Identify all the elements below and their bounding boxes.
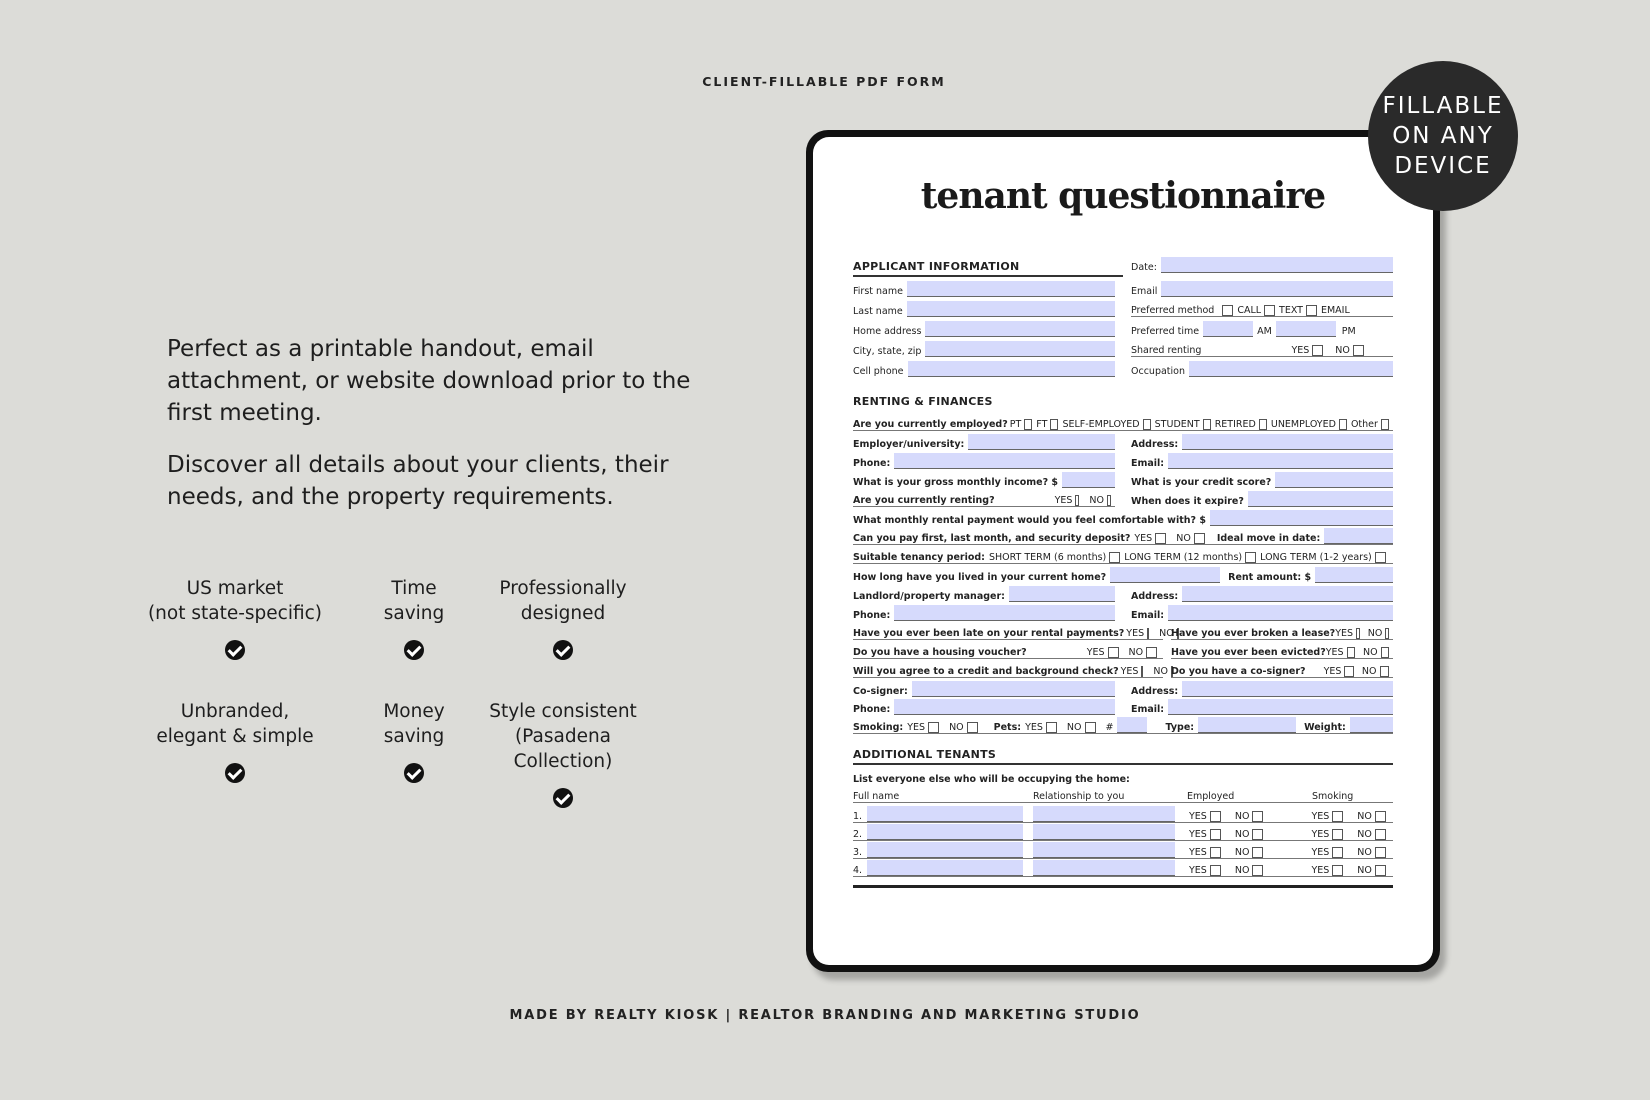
feature-time-saving: Time saving (319, 576, 509, 667)
employer-email-input[interactable] (1168, 453, 1393, 469)
tenant-relationship-input[interactable] (1033, 806, 1175, 822)
fillable-badge: FILLABLE ON ANY DEVICE (1368, 61, 1518, 211)
shared-row: Shared renting YES NO (1131, 339, 1393, 357)
tenant-employed-yes-checkbox[interactable] (1210, 847, 1221, 858)
income-input[interactable] (1062, 472, 1115, 488)
cosigner-no-checkbox[interactable] (1380, 666, 1390, 677)
occupation-row: Occupation (1131, 359, 1393, 377)
tenant-employed-yes-checkbox[interactable] (1210, 829, 1221, 840)
how-long-row: How long have you lived in your current home? Rent amount: $ (853, 565, 1393, 583)
cell-row: Cell phone (853, 359, 1115, 377)
shared-yes-checkbox[interactable] (1312, 345, 1323, 356)
employer-address-row: Address: (1131, 432, 1393, 450)
home-address-row: Home address (853, 319, 1115, 337)
tenant-employed-yes-checkbox[interactable] (1210, 811, 1221, 822)
tenant-relationship-input[interactable] (1033, 860, 1175, 876)
section-tenants: ADDITIONAL TENANTS (853, 748, 1393, 765)
tenants-header: Full name Relationship to you Employed Smoking (853, 785, 1393, 803)
monthly-input[interactable] (1210, 510, 1393, 526)
tenant-name-input[interactable] (867, 806, 1023, 822)
tenant-smoking-yes-checkbox[interactable] (1332, 811, 1343, 822)
tablet-screen (813, 137, 1433, 965)
bottom-label: MADE BY REALTY KIOSK | REALTOR BRANDING AND MARKETING STUDIO (509, 1008, 1141, 1023)
long12y-checkbox[interactable] (1375, 552, 1386, 563)
check-icon (225, 640, 245, 660)
how-long-input[interactable] (1110, 567, 1220, 583)
cosigner-phone-input[interactable] (894, 699, 1115, 715)
late-row: Have you ever been late on your rental payments? YES NO (853, 622, 1163, 640)
tenant-smoking-no-checkbox[interactable] (1375, 865, 1386, 876)
employer-input[interactable] (968, 434, 1115, 450)
am-input[interactable] (1203, 321, 1253, 337)
tenant-row: 1. YES NO YES NO (853, 805, 1393, 823)
city-input[interactable] (925, 341, 1115, 357)
monthly-row: What monthly rental payment would you feel comfortable with? $ (853, 508, 1393, 526)
landlord-phone-row: Phone: (853, 603, 1115, 621)
top-label: CLIENT-FILLABLE PDF FORM (702, 74, 946, 89)
broken-row: Have you ever broken a lease? YES NO (1171, 622, 1393, 640)
tenant-name-input[interactable] (867, 842, 1023, 858)
form-end-rule (853, 885, 1393, 888)
renting-row: Are you currently renting? YES NO (853, 489, 1115, 507)
first-name-input[interactable] (907, 281, 1115, 297)
cosigner-address-input[interactable] (1182, 681, 1393, 697)
credit-input[interactable] (1275, 472, 1393, 488)
cosigner-yes-checkbox[interactable] (1344, 666, 1354, 677)
home-address-input[interactable] (925, 321, 1115, 337)
voucher-yes-checkbox[interactable] (1108, 647, 1119, 658)
tenant-smoking-no-checkbox[interactable] (1375, 847, 1386, 858)
email-checkbox[interactable] (1306, 305, 1317, 316)
check-icon (404, 763, 424, 783)
employer-phone-row: Phone: (853, 451, 1115, 469)
renting-no-checkbox[interactable] (1107, 495, 1111, 506)
cosigner-q-row: Do you have a co-signer? YES NO (1171, 660, 1393, 678)
tenant-smoking-yes-checkbox[interactable] (1332, 829, 1343, 840)
feature-money-saving: Money saving (319, 699, 509, 790)
voucher-row: Do you have a housing voucher? YES NO (853, 641, 1163, 659)
landlord-address-input[interactable] (1182, 586, 1393, 602)
deposit-no-checkbox[interactable] (1194, 533, 1205, 544)
landlord-input[interactable] (1009, 586, 1115, 602)
pets-no-checkbox[interactable] (1085, 722, 1096, 733)
cosigner-email-row: Email: (1131, 697, 1393, 715)
rent-amount-input[interactable] (1315, 567, 1393, 583)
deposit-yes-checkbox[interactable] (1155, 533, 1166, 544)
feature-us-market: US market (not state-specific) (140, 576, 330, 667)
tablet-mockup (806, 130, 1440, 972)
tenant-employed-no-checkbox[interactable] (1252, 847, 1263, 858)
tenant-name-input[interactable] (867, 824, 1023, 840)
tenant-relationship-input[interactable] (1033, 842, 1175, 858)
smoking-pets-row: Smoking: YES NO Pets: YES NO # Type: Weight: (853, 716, 1393, 734)
cosigner-email-input[interactable] (1168, 699, 1393, 715)
renting-yes-checkbox[interactable] (1075, 495, 1079, 506)
call-checkbox[interactable] (1222, 305, 1233, 316)
intro-paragraph-2: Discover all details about your clients, their needs, and the property requirements. (167, 452, 669, 510)
landlord-phone-input[interactable] (894, 605, 1115, 621)
cosigner-input[interactable] (912, 681, 1115, 697)
tenants-question: List everyone else who will be occupying the home: (853, 774, 1130, 785)
expire-input[interactable] (1248, 491, 1393, 507)
feature-style-consistent: Style consistent (Pasadena Collection) (468, 699, 658, 815)
long12-checkbox[interactable] (1245, 552, 1256, 563)
landlord-email-input[interactable] (1168, 605, 1393, 621)
tenant-name-input[interactable] (867, 860, 1023, 876)
pref-time-row: Preferred time AM PM (1131, 319, 1393, 337)
cosigner-phone-row: Phone: (853, 697, 1115, 715)
tenant-smoking-no-checkbox[interactable] (1375, 811, 1386, 822)
pref-method-row: Preferred method CALL TEXT EMAIL (1131, 299, 1393, 317)
tenant-smoking-no-checkbox[interactable] (1375, 829, 1386, 840)
last-name-input[interactable] (907, 301, 1115, 317)
tenant-row: 2. YES NO YES NO (853, 823, 1393, 841)
other-checkbox[interactable] (1381, 419, 1389, 430)
check-icon (553, 640, 573, 660)
cell-input[interactable] (908, 361, 1115, 377)
employed-row: Are you currently employed? PT FT SELF-EMPLOYED STUDENT RETIRED UNEMPLOYED Other (853, 413, 1393, 431)
tenant-relationship-input[interactable] (1033, 824, 1175, 840)
income-row: What is your gross monthly income? $ (853, 470, 1115, 488)
feature-professional: Professionally designed (468, 576, 658, 667)
pets-count-input[interactable] (1117, 717, 1147, 733)
landlord-email-row: Email: (1131, 603, 1393, 621)
last-name-row: Last name (853, 299, 1115, 317)
retired-checkbox[interactable] (1259, 419, 1267, 430)
evicted-no-checkbox[interactable] (1381, 647, 1389, 658)
tenant-row: 3. YES NO YES NO (853, 841, 1393, 859)
evicted-row: Have you ever been evicted? YES NO (1171, 641, 1393, 659)
unemployed-checkbox[interactable] (1339, 419, 1347, 430)
tenancy-row: Suitable tenancy period: SHORT TERM (6 months) LONG TERM (12 months) LONG TERM (1-2 years) (853, 546, 1393, 564)
section-renting: RENTING & FINANCES (853, 395, 993, 408)
pet-weight-input[interactable] (1350, 717, 1393, 733)
ft-checkbox[interactable] (1050, 419, 1058, 430)
smoking-yes-checkbox[interactable] (928, 722, 939, 733)
landlord-address-row: Address: (1131, 584, 1393, 602)
voucher-no-checkbox[interactable] (1146, 647, 1157, 658)
pets-yes-checkbox[interactable] (1046, 722, 1057, 733)
cosigner-address-row: Address: (1131, 679, 1393, 697)
intro-paragraph-1: Perfect as a printable handout, email attachment, or website download prior to the first meeting. (167, 336, 691, 426)
date-input[interactable] (1161, 257, 1393, 273)
tenant-smoking-yes-checkbox[interactable] (1332, 865, 1343, 876)
tenant-employed-yes-checkbox[interactable] (1210, 865, 1221, 876)
deposit-row: Can you pay first, last month, and security deposit? YES NO Ideal move in date: (853, 527, 1393, 545)
smoking-no-checkbox[interactable] (967, 722, 978, 733)
employer-row: Employer/university: (853, 432, 1115, 450)
tenant-employed-no-checkbox[interactable] (1252, 829, 1263, 840)
occupation-input[interactable] (1189, 361, 1393, 377)
short-checkbox[interactable] (1109, 552, 1120, 563)
landlord-row: Landlord/property manager: (853, 584, 1115, 602)
form-title: tenant questionnaire (920, 175, 1326, 217)
tenant-row: 4. YES NO YES NO (853, 859, 1393, 877)
cosigner-row: Co-signer: (853, 679, 1115, 697)
tenant-smoking-yes-checkbox[interactable] (1332, 847, 1343, 858)
late-yes-checkbox[interactable] (1147, 628, 1149, 639)
shared-no-checkbox[interactable] (1353, 345, 1364, 356)
employer-address-input[interactable] (1182, 434, 1393, 450)
date-row: Date: (1131, 255, 1393, 273)
credit-check-row: Will you agree to a credit and background check? YES NO (853, 660, 1163, 678)
city-row: City, state, zip (853, 339, 1115, 357)
self-checkbox[interactable] (1143, 419, 1151, 430)
tenant-employed-no-checkbox[interactable] (1252, 865, 1263, 876)
feature-unbranded: Unbranded, elegant & simple (140, 699, 330, 790)
evicted-yes-checkbox[interactable] (1347, 647, 1355, 658)
email-row: Email (1131, 279, 1393, 297)
employer-email-row: Email: (1131, 451, 1393, 469)
tenant-employed-no-checkbox[interactable] (1252, 811, 1263, 822)
student-checkbox[interactable] (1203, 419, 1211, 430)
section-applicant: APPLICANT INFORMATION (853, 260, 1123, 277)
check-icon (553, 788, 573, 808)
credit-check-yes-checkbox[interactable] (1141, 666, 1143, 677)
pt-checkbox[interactable] (1024, 419, 1032, 430)
text-checkbox[interactable] (1264, 305, 1275, 316)
employer-phone-input[interactable] (894, 453, 1115, 469)
move-in-input[interactable] (1324, 528, 1393, 544)
first-name-row: First name (853, 279, 1115, 297)
pet-type-input[interactable] (1198, 717, 1296, 733)
check-icon (225, 763, 245, 783)
expire-row: When does it expire? (1131, 489, 1393, 507)
intro-text (167, 333, 727, 533)
email-input[interactable] (1161, 281, 1393, 297)
pm-input[interactable] (1276, 321, 1336, 337)
broken-yes-checkbox[interactable] (1356, 628, 1360, 639)
check-icon (404, 640, 424, 660)
credit-row: What is your credit score? (1131, 470, 1393, 488)
broken-no-checkbox[interactable] (1385, 628, 1389, 639)
